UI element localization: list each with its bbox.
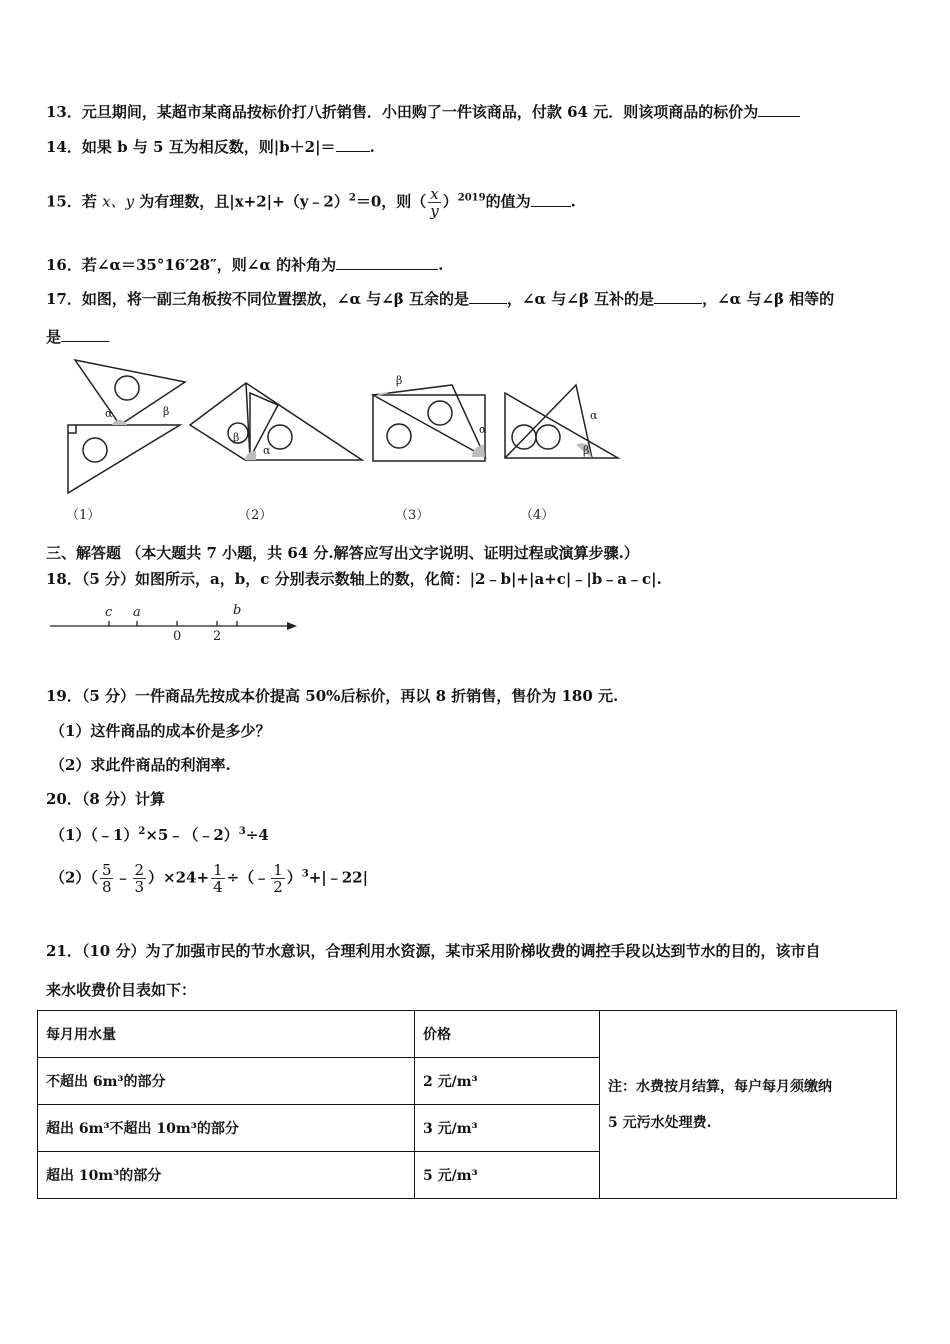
point-c-label: c [105, 605, 113, 620]
answer-blank [531, 192, 571, 207]
number-line [45, 600, 305, 645]
question-17-continued: 是 [46, 327, 109, 347]
usage-cell: 不超出 6m³的部分 [38, 1058, 415, 1105]
beta-label: β [233, 431, 240, 444]
header-price: 价格 [415, 1011, 600, 1058]
answer-blank [758, 102, 800, 117]
answer-blank [654, 289, 702, 304]
question-18: 18．（5 分）如图所示，a，b，c 分别表示数轴上的数，化简：|2﹣b|+|a+c|﹣|b﹣a﹣c|. [46, 570, 662, 588]
answer-blank [469, 289, 507, 304]
question-19-part-2: （2）求此件商品的利润率. [50, 756, 231, 774]
zero-label: 0 [173, 629, 182, 644]
question-20-part-1: （1）（﹣1）$^2$×5﹣（﹣2）$^3$÷4 [50, 826, 269, 844]
figure-3 [373, 385, 485, 461]
question-19: 19．（5 分）一件商品先按成本价提高 50%后标价，再以 8 折销售，售价为 180 元. [46, 687, 619, 705]
section-3-heading: 三、解答题 （本大题共 7 小题，共 64 分.解答应写出文字说明、证明过程或演算步骤.） [46, 544, 639, 562]
question-21: 21．（10 分）为了加强市民的节水意识，合理利用水资源，某市采用阶梯收费的调控手段以达到节水的目的，该市自 [46, 942, 821, 960]
beta-label: β [583, 444, 590, 457]
price-cell: 5 元/m³ [415, 1152, 600, 1199]
answer-blank [61, 327, 109, 342]
question-20: 20．（8 分）计算 [46, 790, 166, 808]
figure-label-1: （1） [66, 508, 101, 523]
answer-blank [336, 137, 370, 152]
question-19-part-1: （1）这件商品的成本价是多少？ [50, 722, 271, 740]
alpha-label: α [105, 407, 113, 420]
alpha-label: α [590, 409, 598, 422]
figure-label-3: （3） [395, 508, 430, 523]
figure-2 [190, 383, 362, 460]
question-14: 14．如果 b 与 5 互为相反数，则|b＋2|＝ . [46, 138, 375, 156]
triangle-figures [40, 355, 640, 530]
table-row [38, 1011, 897, 1058]
beta-label: β [163, 405, 170, 418]
question-13: 13．元旦期间，某超市某商品按标价打八折销售．小田购了一件该商品，付款 64 元．则该项商品的标价为 [46, 102, 800, 122]
figure-label-2: （2） [238, 508, 273, 523]
question-20-part-2: （2）（ $\frac{5}{8}$ ﹣ $\frac{2}{3}$ ）×24+ $\frac{1}{4}$ ÷（﹣ $\frac{1}{2}$ ）$^3$+|﹣22| [50, 861, 369, 896]
answer-blank [336, 255, 438, 270]
water-fee-table [37, 1010, 897, 1199]
alpha-label: α [479, 423, 487, 436]
question-21-continued: 来水收费价目表如下： [46, 981, 197, 999]
fraction-x-over-y: $\frac{x}{y}$ [430, 185, 439, 220]
question-17: 17．如图，将一副三角板按不同位置摆放，∠α 与∠β 互余的是 ，∠α 与∠β 互补的是 ，∠α 与∠β 相等的 [46, 290, 835, 308]
question-15: 15．若 x、y 为有理数，且|x+2|+（y﹣2）$^2$＝0，则（ $\frac{x}{y}$ ）$^{2019}$的值为 . [46, 185, 576, 220]
point-b-label: b [233, 603, 242, 618]
figure-1 [68, 360, 185, 493]
alpha-label: α [263, 444, 271, 457]
usage-cell: 超出 10m³的部分 [38, 1152, 415, 1199]
point-a-label: a [133, 605, 141, 620]
fraction: $\frac{1}{2}$ [273, 861, 283, 896]
fee-note: 注：水费按月结算，每户每月须缴纳 5 元污水处理费. [600, 1011, 897, 1199]
fraction: $\frac{5}{8}$ [101, 861, 112, 896]
two-label: 2 [213, 629, 222, 644]
header-usage: 每月用水量 [38, 1011, 415, 1058]
figure-4 [505, 385, 618, 458]
fraction: $\frac{2}{3}$ [134, 861, 145, 896]
question-16: 16．若∠α＝35°16′28″，则∠α 的补角为 . [46, 256, 444, 274]
fraction: $\frac{1}{4}$ [213, 861, 223, 896]
beta-label: β [396, 374, 403, 387]
usage-cell: 超出 6m³不超出 10m³的部分 [38, 1105, 415, 1152]
figure-label-4: （4） [520, 508, 555, 523]
price-cell: 2 元/m³ [415, 1058, 600, 1105]
price-cell: 3 元/m³ [415, 1105, 600, 1152]
